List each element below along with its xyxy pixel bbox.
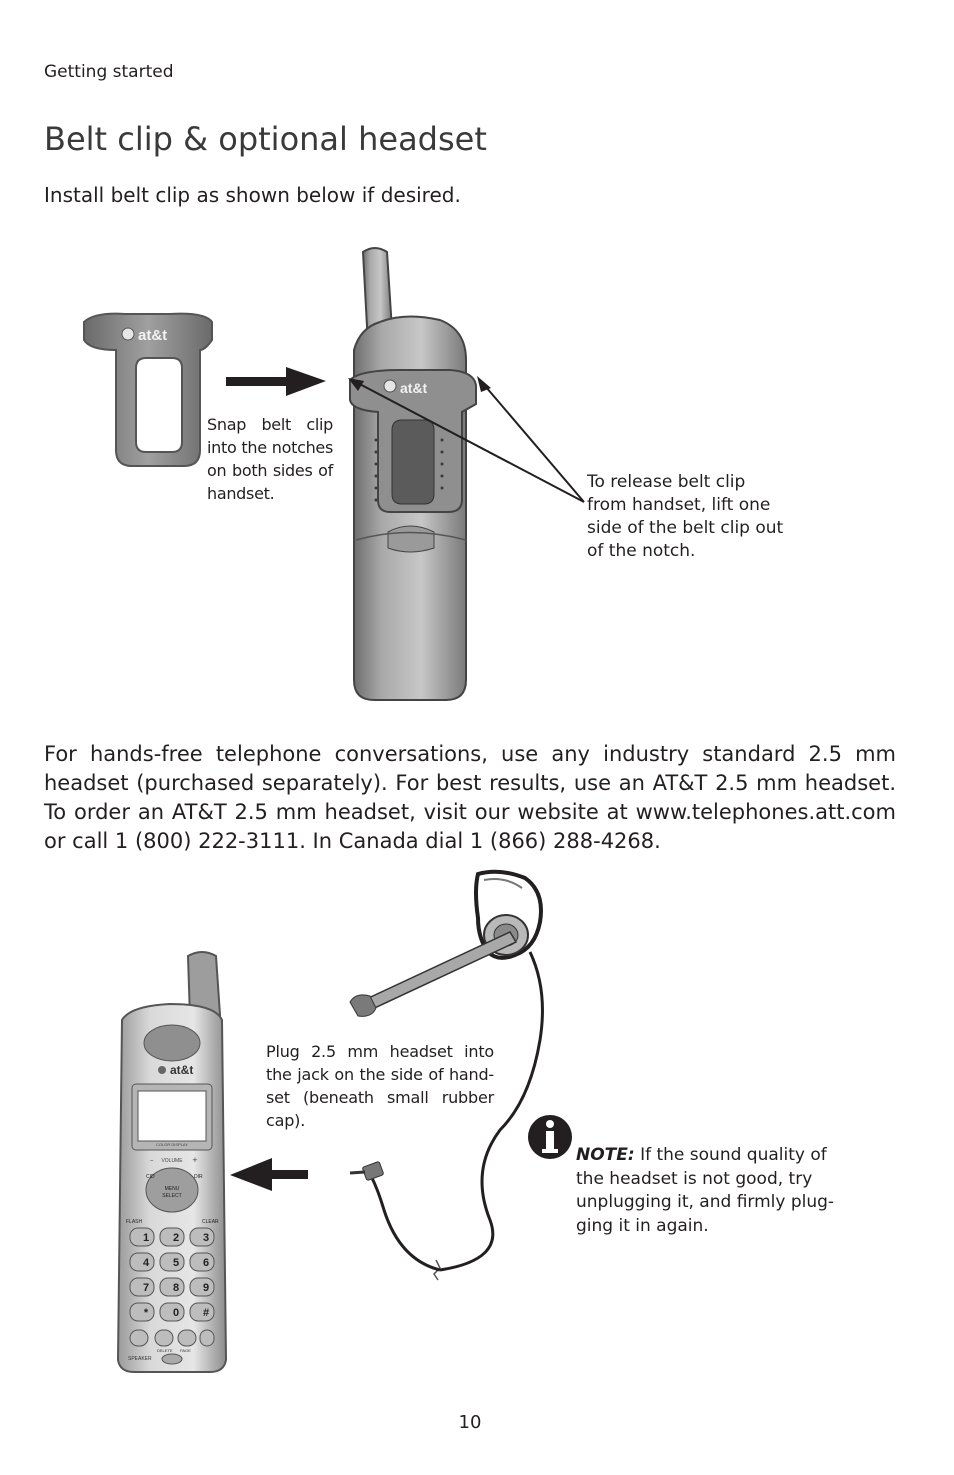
plug-callout: Plug 2.5 mm headset into the jack on the side of hand-set (beneath small rubber cap). bbox=[266, 1042, 494, 1130]
key-6: 6 bbox=[202, 1257, 210, 1269]
dir-label: DIR bbox=[194, 1174, 203, 1180]
page-number: 10 bbox=[458, 1412, 482, 1433]
key-7: 7 bbox=[142, 1282, 150, 1294]
volume-label: VOLUME bbox=[161, 1158, 183, 1164]
select-label: SELECT bbox=[162, 1193, 182, 1199]
section-label: Getting started bbox=[44, 62, 174, 82]
info-icon bbox=[528, 1115, 572, 1159]
headset-figure bbox=[0, 860, 954, 1420]
svg-text:–: – bbox=[150, 1156, 154, 1164]
key-4: 4 bbox=[142, 1257, 150, 1269]
note-text: If the sound quality of the headset is not good, try unplugging it, and firmly plug-ging it in again. bbox=[576, 1145, 835, 1236]
key-9: 9 bbox=[202, 1282, 210, 1294]
snap-arrow-icon bbox=[226, 367, 326, 396]
handset-logo: at&t bbox=[400, 380, 428, 396]
key-star: * bbox=[143, 1307, 149, 1319]
key-3: 3 bbox=[202, 1232, 210, 1244]
speaker-label: SPEAKER bbox=[128, 1356, 152, 1362]
intro-text: Install belt clip as shown below if desired. bbox=[44, 183, 461, 207]
note-box bbox=[576, 1144, 846, 1238]
color-display-label: COLOR DISPLAY bbox=[156, 1142, 188, 1147]
clip-logo: at&t bbox=[138, 327, 168, 344]
key-2: 2 bbox=[172, 1232, 180, 1244]
belt-clip-figure bbox=[0, 0, 954, 720]
key-hash: # bbox=[202, 1307, 210, 1319]
key-5: 5 bbox=[172, 1257, 180, 1269]
delete-label: DELETE bbox=[157, 1348, 173, 1353]
release-callout: To release belt clip from handset, lift one side of the belt clip out of the notch. bbox=[587, 472, 784, 561]
phone-logo: at&t bbox=[170, 1063, 194, 1077]
belt-clip-icon bbox=[84, 314, 212, 466]
plug-arrow-icon bbox=[230, 1158, 308, 1191]
clear-label: CLEAR bbox=[202, 1219, 219, 1225]
note-label: NOTE: bbox=[576, 1145, 635, 1165]
svg-text:+: + bbox=[192, 1156, 198, 1164]
headset-paragraph: For hands-free telephone conversations, use any industry standard 2.5 mm headset (purchased separately). For best results, use an AT&T 2.5 mm headset. To order an AT&T 2.5 mm headset, visit our website at www.telephones.att.com or call 1 (800) 222-3111. In Canada dial 1 (866) 288-4268. bbox=[44, 742, 896, 853]
snap-callout: Snap belt clip into the notches on both sides of handset. bbox=[207, 415, 333, 503]
menu-label: MENU bbox=[164, 1186, 180, 1192]
flash-label: FLASH bbox=[126, 1219, 143, 1225]
key-0: 0 bbox=[172, 1307, 180, 1319]
handset-side-view bbox=[350, 248, 476, 700]
handset-front-view bbox=[118, 952, 226, 1372]
cid-label: CID bbox=[146, 1174, 155, 1180]
key-8: 8 bbox=[172, 1282, 180, 1294]
page-label: PAGE bbox=[180, 1348, 191, 1353]
page-title: Belt clip & optional headset bbox=[44, 120, 487, 158]
key-1: 1 bbox=[142, 1232, 150, 1244]
